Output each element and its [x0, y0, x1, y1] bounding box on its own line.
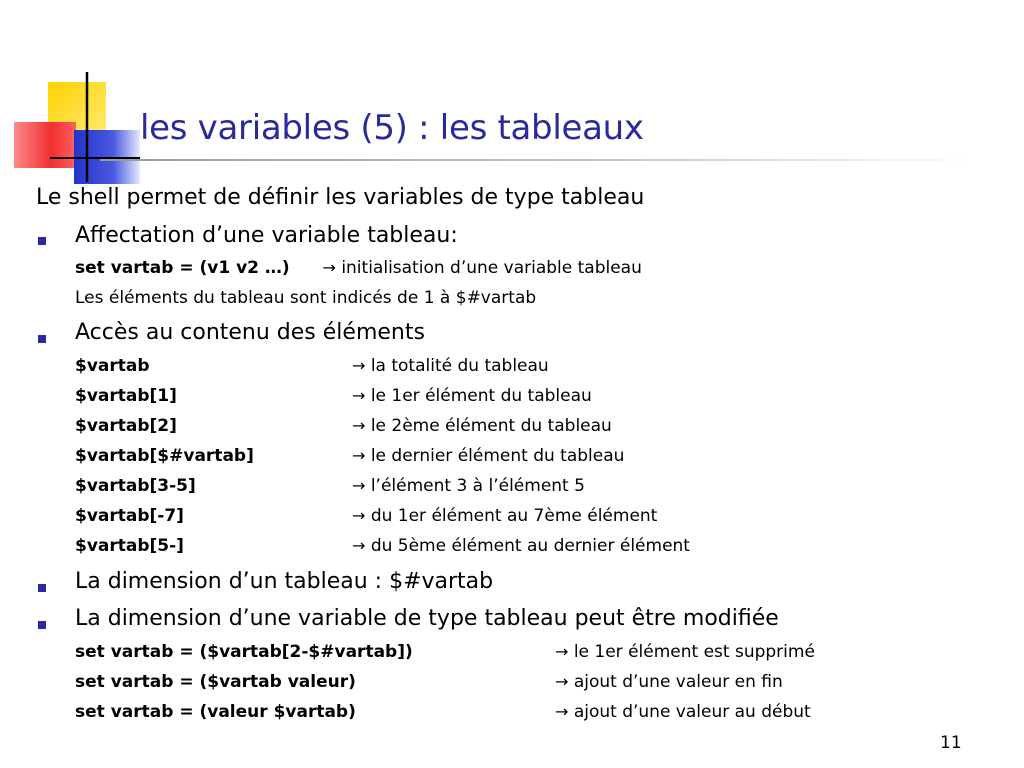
access-row — [75, 416, 177, 436]
modify-code: set vartab = (valeur $vartab) — [75, 702, 356, 722]
access-desc: le 2ème élément du tableau — [370, 416, 612, 436]
access-row — [75, 386, 177, 406]
affectation-desc: initialisation d’une variable tableau — [341, 258, 642, 278]
arrow-icon: → — [352, 386, 366, 405]
arrow-icon: → — [352, 476, 366, 495]
access-row — [75, 536, 184, 556]
bullet-marker — [38, 335, 46, 343]
access-code: $vartab — [75, 356, 150, 376]
access-desc: du 5ème élément au dernier élément — [370, 536, 690, 556]
access-desc: l’élément 3 à l’élément 5 — [370, 476, 585, 496]
modify-desc-row — [555, 642, 815, 662]
arrow-icon: → — [352, 416, 366, 435]
modify-row — [75, 702, 356, 722]
bullet-modify: La dimension d’une variable de type tableau peut être modifiée — [75, 606, 779, 631]
bullet-access: Accès au contenu des éléments — [75, 320, 425, 345]
bullet-marker — [38, 237, 46, 245]
modify-row — [75, 642, 413, 662]
access-code: $vartab[-7] — [75, 506, 184, 526]
modify-desc-row — [555, 672, 783, 692]
access-row — [75, 446, 254, 466]
slide-title: les variables (5) : les tableaux — [140, 108, 644, 148]
access-desc: le dernier élément du tableau — [370, 446, 625, 466]
arrow-icon: → — [555, 642, 569, 661]
affectation-code: set vartab = (v1 v2 …) — [75, 258, 290, 278]
title-divider — [100, 159, 980, 161]
modify-desc: ajout d’une valeur en fin — [573, 672, 783, 692]
decorative-squares-logo — [0, 0, 140, 200]
arrow-icon: → — [322, 258, 336, 277]
access-desc: la totalité du tableau — [370, 356, 549, 376]
bullet-affectation: Affectation d’une variable tableau: — [75, 223, 458, 248]
bullet-marker — [38, 584, 46, 592]
bullet-dimension: La dimension d’un tableau : $#vartab — [75, 569, 494, 594]
access-desc-row — [352, 356, 549, 376]
access-desc: le 1er élément du tableau — [370, 386, 592, 406]
arrow-icon: → — [352, 356, 366, 375]
modify-row — [75, 672, 356, 692]
access-desc-row — [352, 536, 690, 556]
access-desc: du 1er élément au 7ème élément — [370, 506, 658, 526]
affectation-line — [75, 258, 642, 278]
page-number: 11 — [940, 733, 962, 753]
access-code: $vartab[2] — [75, 416, 177, 436]
affectation-note: Les éléments du tableau sont indicés de 1 à $#vartab — [75, 288, 537, 308]
access-desc-row — [352, 476, 585, 496]
modify-desc: ajout d’une valeur au début — [573, 702, 811, 722]
access-code: $vartab[3-5] — [75, 476, 196, 496]
access-desc-row — [352, 386, 592, 406]
arrow-icon: → — [555, 672, 569, 691]
intro-text: Le shell permet de définir les variables de type tableau — [36, 185, 645, 210]
access-row — [75, 476, 196, 496]
access-row — [75, 506, 184, 526]
modify-desc: le 1er élément est supprimé — [573, 642, 815, 662]
access-row — [75, 356, 150, 376]
arrow-icon: → — [555, 702, 569, 721]
modify-code: set vartab = ($vartab valeur) — [75, 672, 356, 692]
access-code: $vartab[5-] — [75, 536, 184, 556]
arrow-icon: → — [352, 506, 366, 525]
access-desc-row — [352, 416, 612, 436]
access-code: $vartab[$#vartab] — [75, 446, 254, 466]
access-desc-row — [352, 506, 657, 526]
bullet-marker — [38, 621, 46, 629]
access-desc-row — [352, 446, 624, 466]
modify-desc-row — [555, 702, 811, 722]
access-code: $vartab[1] — [75, 386, 177, 406]
arrow-icon: → — [352, 536, 366, 555]
arrow-icon: → — [352, 446, 366, 465]
modify-code: set vartab = ($vartab[2-$#vartab]) — [75, 642, 413, 662]
